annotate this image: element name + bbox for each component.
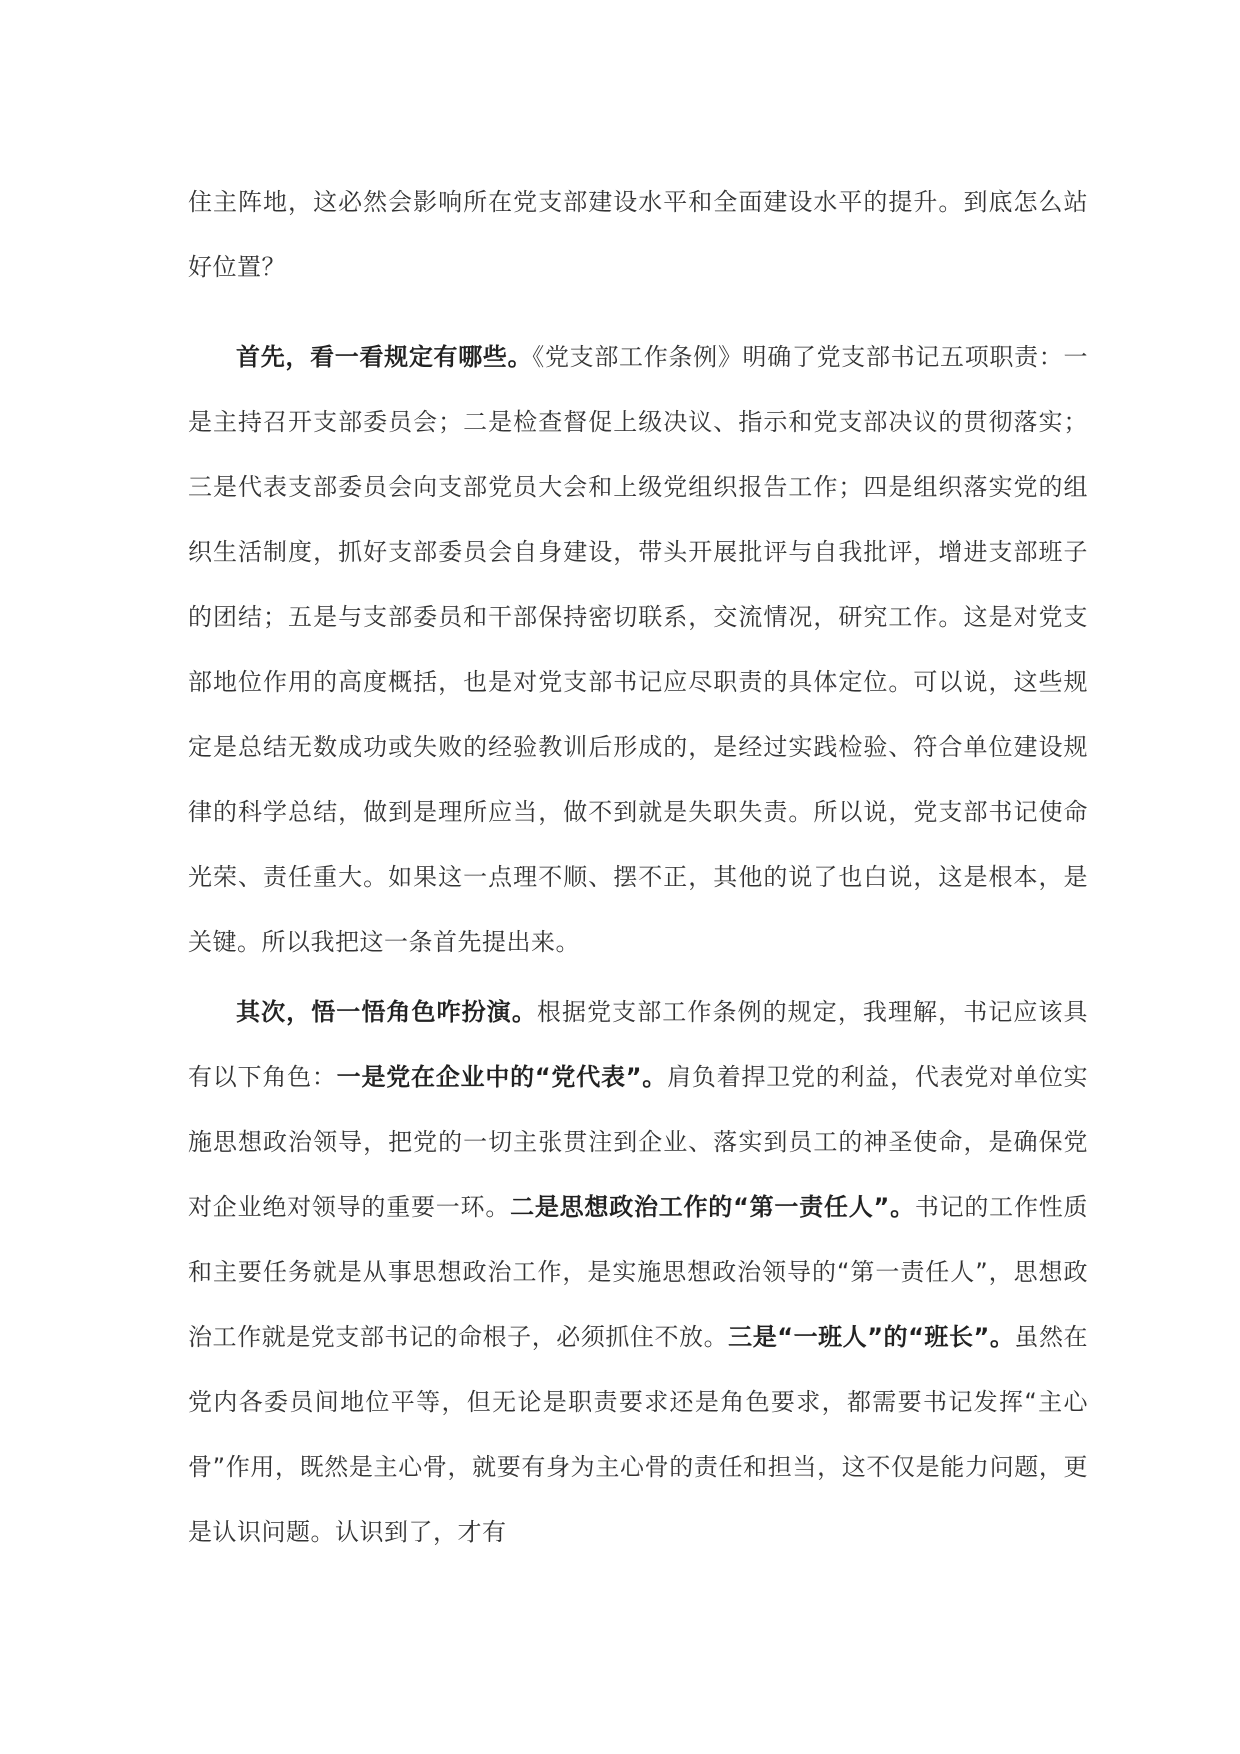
paragraph-roles-text-3: 书记的工作性质和主要任务就是从事思想政治工作，是实施思想政治领导的“第一责任人”，思想政治工作就是党支部书记的命根子，必须抓住不放。 [188,1193,1089,1351]
paragraph-regulations-text: 《党支部工作条例》明确了党支部书记五项职责：一是主持召开支部委员会；二是检查督促上级决议、指示和党支部决议的贯彻落实；三是代表支部委员会向支部党员大会和上级党组织报告工作；四是组织落实党的组织生活制度，抓好支部委员会自身建设，带头开展批评与自我批评，增进支部班子的团结；五是与支部委员和干部保持密切联系，交流情况，研究工作。这是对党支部地位作用的高度概括，也是对党支部书记应尽职责的具体定位。可以说，这些规定是总结无数成功或失败的经验教训后形成的，是经过实践检验、符合单位建设规律的科学总结，做到是理所应当，做不到就是失职失责。所以说，党支部书记使命光荣、责任重大。如果这一点理不顺、摆不正，其他的说了也白说，这是根本，是关键。所以我把这一条首先提出来。 [188,343,1089,956]
document-body [188,170,1088,1565]
paragraph-roles-text-4: 虽然在党内各委员间地位平等，但无论是职责要求还是角色要求，都需要书记发挥“主心骨”作用，既然是主心骨，就要有身为主心骨的责任和担当，这不仅是能力问题，更是认识问题。认识到了，才有 [188,1323,1089,1546]
paragraph-regulations-lead: 首先，看一看规定有哪些。 [236,343,533,371]
paragraph-roles-text-2: 肩负着捍卫党的利益，代表党对单位实施思想政治领导，把党的一切主张贯注到企业、落实到员工的神圣使命，是确保党对企业绝对领导的重要一环。 [188,1063,1089,1221]
paragraph-intro-text: 住主阵地，这必然会影响所在党支部建设水平和全面建设水平的提升。到底怎么站好位置？ [188,188,1088,281]
paragraph-regulations [188,325,1088,975]
paragraph-intro [188,170,1088,300]
role-first-responsible: 二是思想政治工作的“第一责任人”。 [510,1193,915,1221]
role-party-representative: 一是党在企业中的“党代表”。 [336,1063,668,1091]
paragraph-roles-lead: 其次，悟一悟角色咋扮演。 [236,998,537,1026]
paragraph-roles-text-1: 根据党支部工作条例的规定，我理解，书记应该具有以下角色： [188,998,1089,1091]
role-team-leader: 三是“一班人”的“班长”。 [728,1323,1015,1351]
paragraph-roles [188,980,1088,1565]
